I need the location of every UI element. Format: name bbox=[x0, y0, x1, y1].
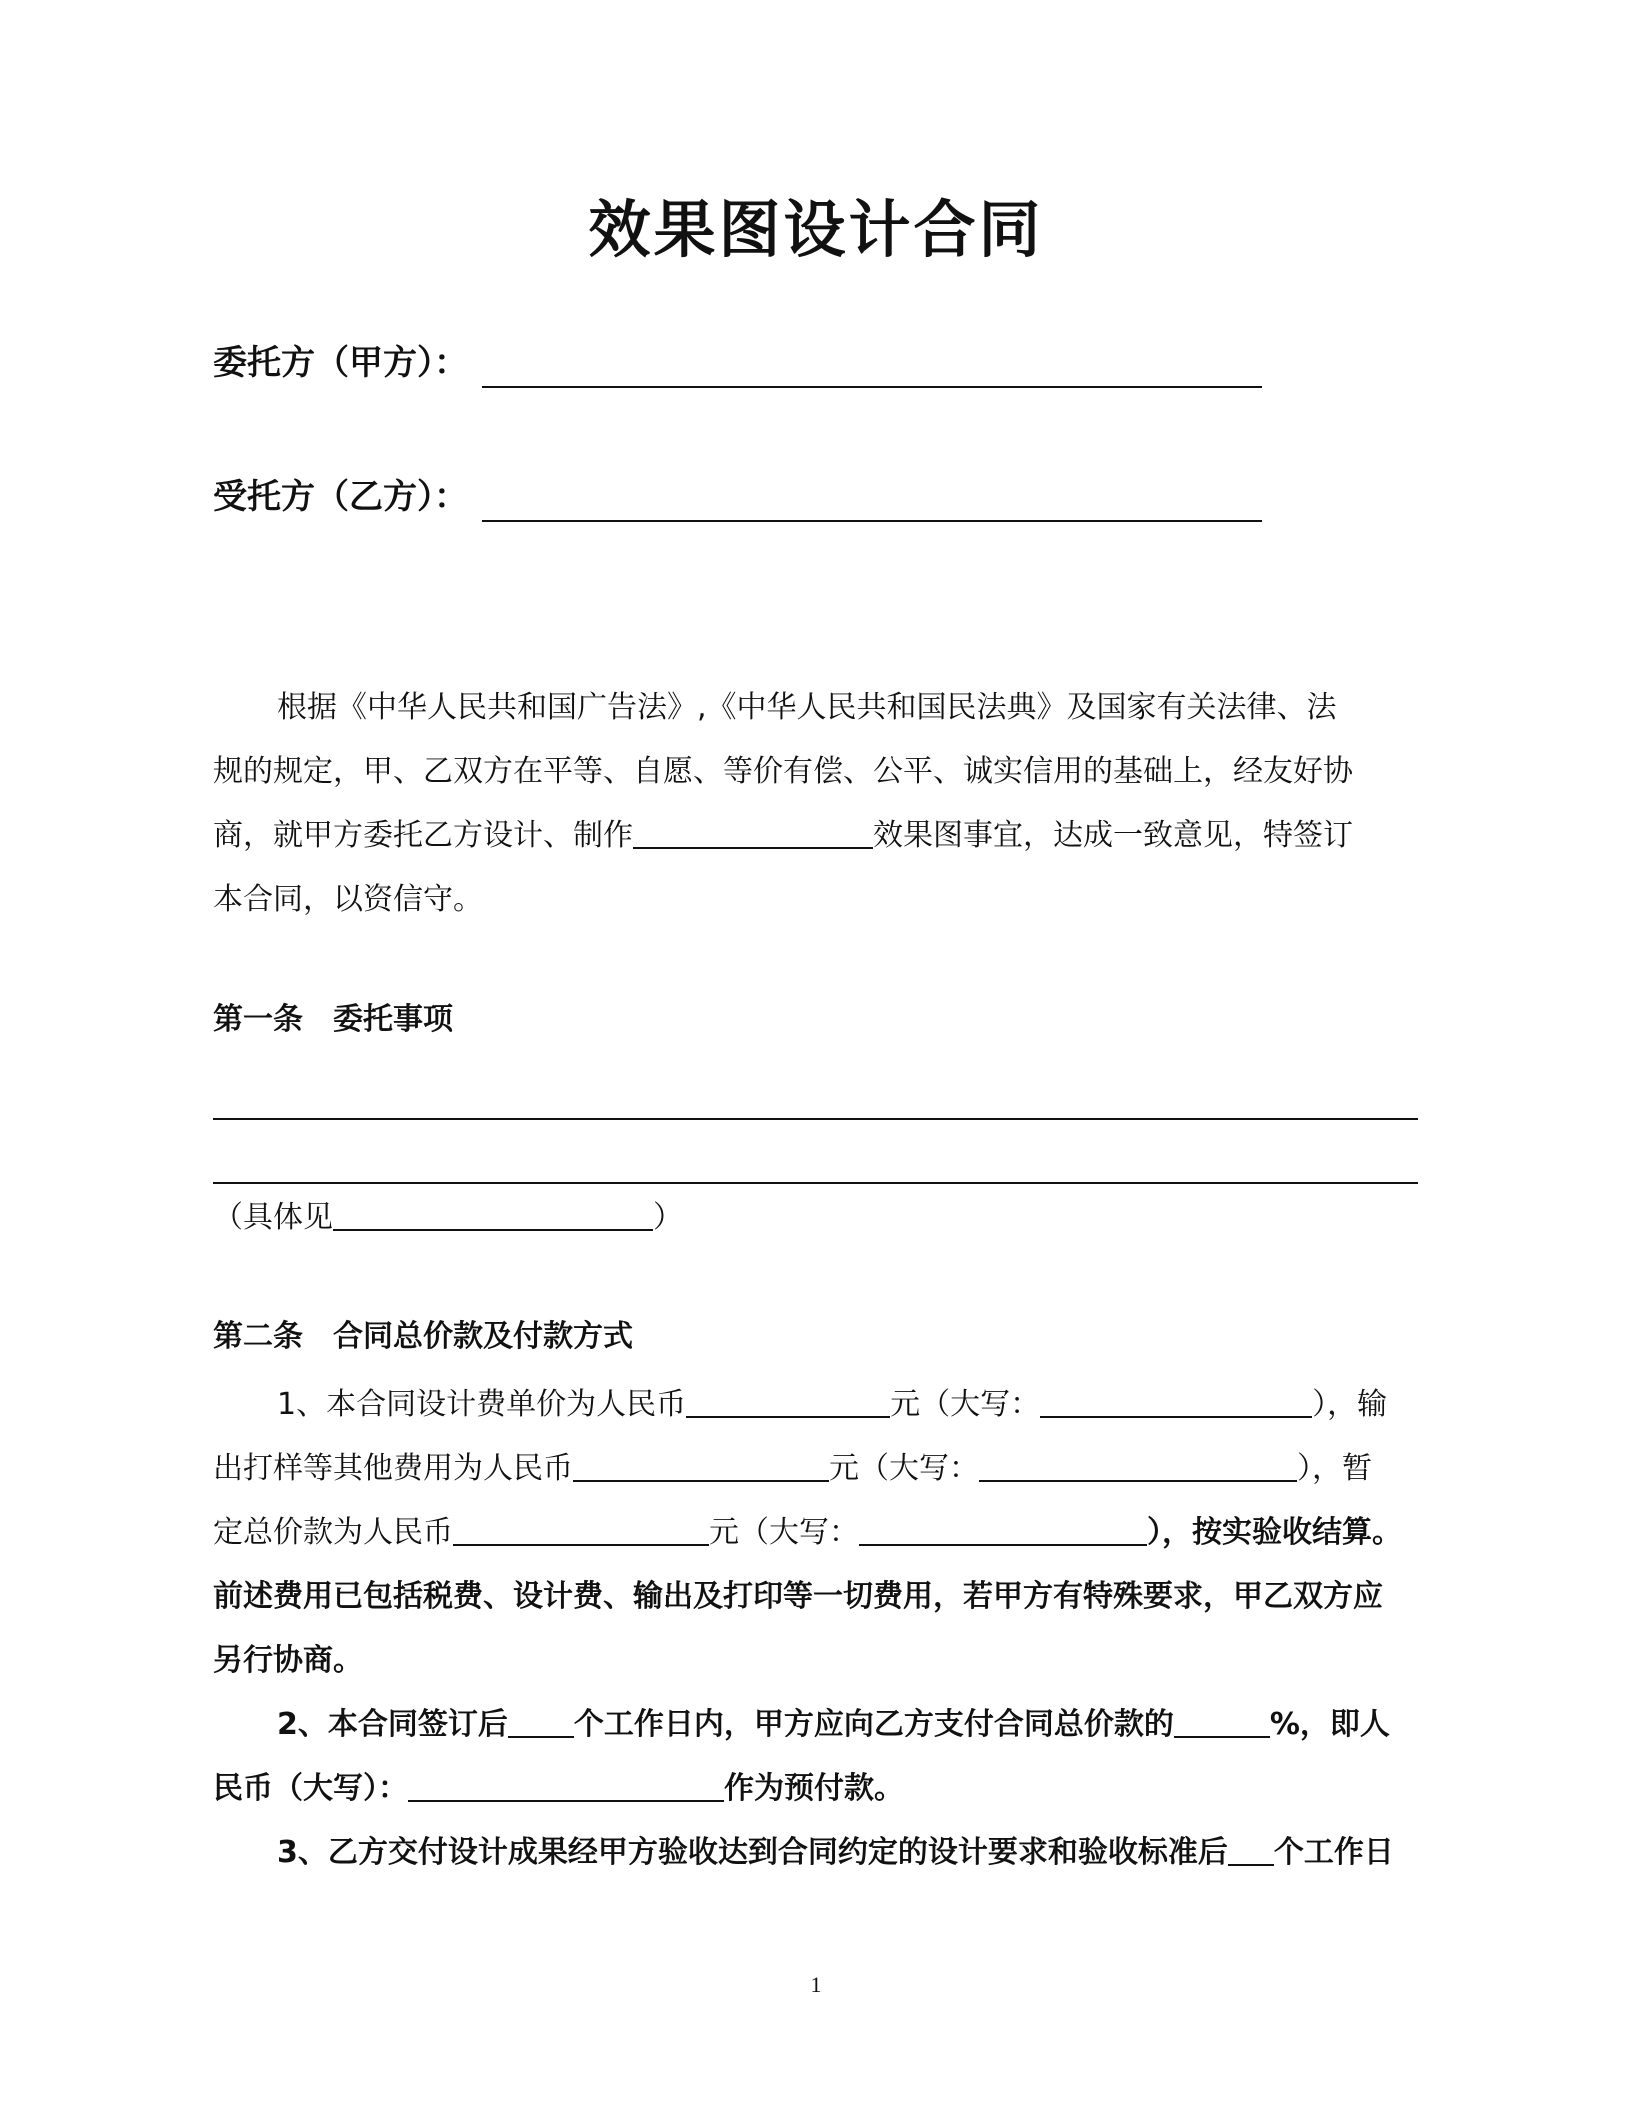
clause-text: 个工作日 bbox=[1273, 1835, 1394, 1870]
detail-line bbox=[213, 1186, 1418, 1250]
preamble-line: 规的规定，甲、乙双方在平等、自愿、等价有偿、公平、诚实信用的基础上，经友好协 bbox=[213, 754, 1353, 789]
preamble-line: 根据《中华人民共和国广告法》,《中华人民共和国民法典》及国家有关法律、法 bbox=[277, 690, 1337, 725]
party-a-blank[interactable] bbox=[482, 346, 1262, 388]
total-price-blank[interactable] bbox=[453, 1504, 709, 1546]
clause-text: 3、乙方交付设计成果经甲方验收达到合同约定的设计要求和验收标准后 bbox=[277, 1835, 1228, 1870]
total-price-words-blank[interactable] bbox=[859, 1504, 1147, 1546]
party-b-label: 受托方（乙方）： bbox=[213, 477, 468, 517]
party-b-blank[interactable] bbox=[482, 480, 1262, 522]
acceptance-days-blank[interactable] bbox=[1228, 1824, 1274, 1866]
clause-line: 前述费用已包括税费、设计费、输出及打印等一切费用，若甲方有特殊要求，甲乙双方应 bbox=[213, 1579, 1383, 1614]
design-fee-words-blank[interactable] bbox=[1040, 1376, 1312, 1418]
detail-text: （具体见 bbox=[213, 1200, 333, 1235]
article-2-heading: 第二条 合同总价款及付款方式 bbox=[213, 1319, 633, 1354]
article-1-heading: 第一条 委托事项 bbox=[213, 1002, 453, 1037]
prepayment-words-blank[interactable] bbox=[408, 1760, 724, 1802]
preamble-paragraph bbox=[213, 676, 1418, 932]
clause-text: 元（大写： bbox=[890, 1387, 1041, 1422]
clause-text: 个工作日内，甲方应向乙方支付合同总价款的 bbox=[573, 1707, 1174, 1742]
clause-text: ），输 bbox=[1312, 1387, 1388, 1422]
article-1-blank-line[interactable] bbox=[213, 1182, 1418, 1184]
clause-text: 作为预付款。 bbox=[724, 1771, 904, 1806]
preamble-text: 效果图事宜，达成一致意见，特签订 bbox=[873, 818, 1353, 853]
clause-text: 定总价款为人民币 bbox=[213, 1515, 453, 1550]
clause-line bbox=[213, 1373, 1418, 1437]
detail-text: ） bbox=[653, 1200, 683, 1235]
clause-text: 1、本合同设计费单价为人民币 bbox=[277, 1387, 687, 1422]
party-a-row bbox=[213, 338, 1262, 388]
other-fee-blank[interactable] bbox=[573, 1440, 829, 1482]
party-b-row bbox=[213, 472, 1262, 522]
percent-blank[interactable] bbox=[1174, 1696, 1270, 1738]
preamble-text: 商，就甲方委托乙方设计、制作 bbox=[213, 818, 633, 853]
clause-line bbox=[213, 1821, 1418, 1885]
article-1-blank-line[interactable] bbox=[213, 1118, 1418, 1120]
page-number: 1 bbox=[810, 1972, 822, 1997]
clause-text: ），按实验收结算。 bbox=[1147, 1515, 1402, 1550]
clause-text: 民币（大写）： bbox=[213, 1771, 408, 1806]
clause-line bbox=[213, 1501, 1418, 1565]
clause-text: %，即人 bbox=[1269, 1707, 1390, 1742]
clause-text: 元（大写： bbox=[709, 1515, 859, 1550]
preamble-line bbox=[213, 804, 1418, 868]
clause-line bbox=[213, 1693, 1418, 1757]
clause-text: 出打样等其他费用为人民币 bbox=[213, 1451, 573, 1486]
detail-reference-blank[interactable] bbox=[333, 1189, 653, 1231]
clause-text: ），暂 bbox=[1297, 1451, 1372, 1486]
contract-title: 效果图设计合同 bbox=[588, 193, 1044, 266]
clause-line: 另行协商。 bbox=[213, 1643, 363, 1678]
working-days-blank[interactable] bbox=[508, 1696, 574, 1738]
clause-text: 2、本合同签订后 bbox=[277, 1707, 508, 1742]
design-fee-blank[interactable] bbox=[686, 1376, 890, 1418]
clause-text: 元（大写： bbox=[829, 1451, 979, 1486]
other-fee-words-blank[interactable] bbox=[979, 1440, 1297, 1482]
preamble-line: 本合同，以资信守。 bbox=[213, 882, 483, 917]
clause-line bbox=[213, 1757, 1418, 1821]
article-2-body bbox=[213, 1373, 1418, 1885]
party-a-label: 委托方（甲方）： bbox=[213, 343, 468, 383]
project-name-blank[interactable] bbox=[633, 807, 873, 849]
clause-line bbox=[213, 1437, 1418, 1501]
article-1-detail bbox=[213, 1186, 1418, 1250]
